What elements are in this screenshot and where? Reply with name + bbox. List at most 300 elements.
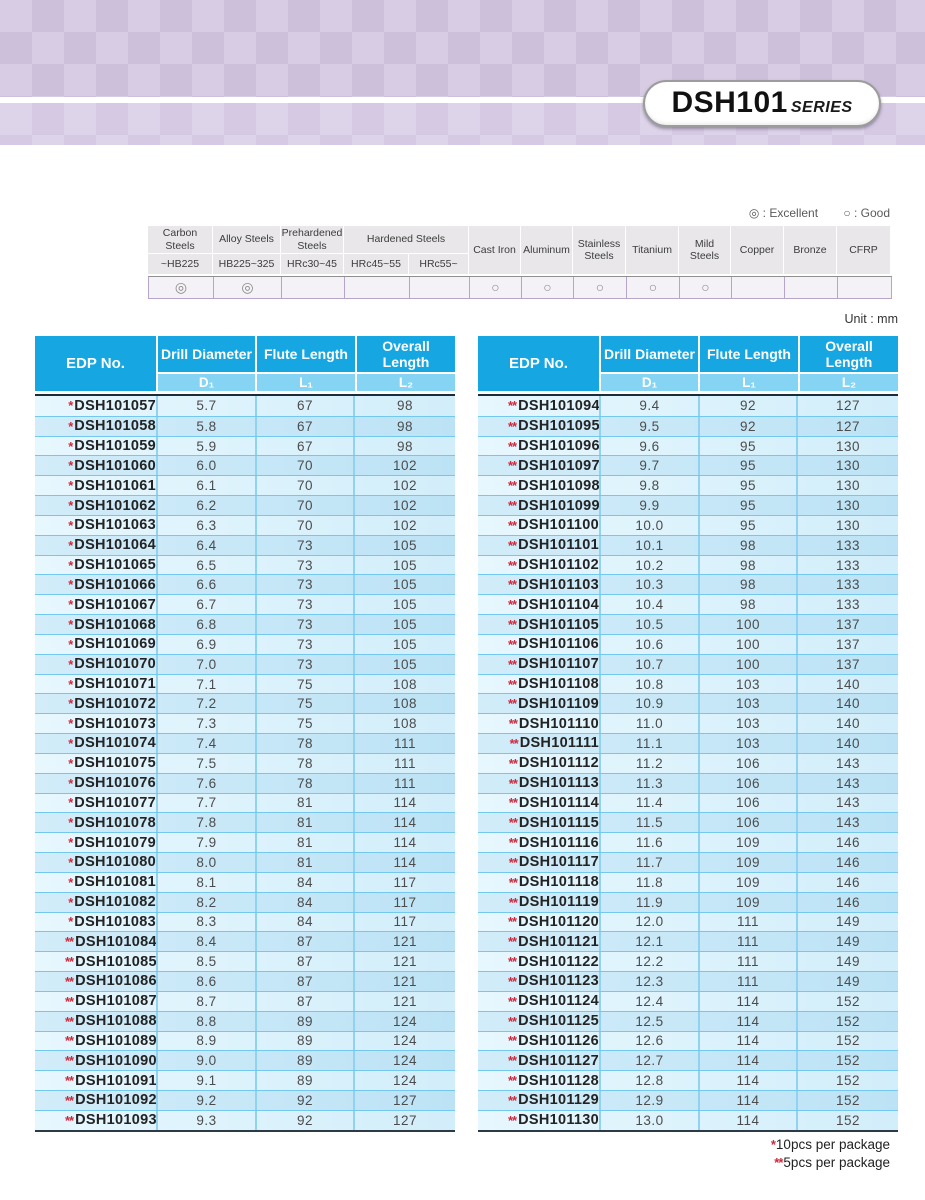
edp-cell — [35, 1012, 156, 1031]
package-star: * — [68, 676, 73, 692]
diameter-cell: 12.1 — [599, 932, 698, 951]
flute-length-cell: 70 — [255, 496, 353, 515]
overall-length-cell: 98 — [353, 437, 455, 456]
diameter-cell: 8.2 — [156, 893, 255, 912]
edp-number: DSH101092 — [75, 1092, 157, 1109]
diameter-cell: 8.3 — [156, 913, 255, 932]
edp-cell — [35, 516, 156, 535]
flute-length-cell: 73 — [255, 575, 353, 594]
table-row — [478, 733, 898, 753]
table-row — [478, 1090, 898, 1110]
table-row — [478, 912, 898, 932]
edp-cell — [35, 1032, 156, 1051]
col-header-flute-length: Flute Length — [700, 336, 798, 372]
flute-length-cell: 73 — [255, 615, 353, 634]
edp-cell — [478, 516, 599, 535]
edp-number: DSH101103 — [518, 576, 600, 593]
edp-number: DSH101063 — [74, 517, 156, 534]
diameter-cell: 6.8 — [156, 615, 255, 634]
flute-length-cell: 114 — [698, 1051, 796, 1070]
footnote-5pcs-text: 5pcs per package — [783, 1155, 890, 1170]
flute-length-cell: 67 — [255, 437, 353, 456]
diameter-cell: 11.2 — [599, 754, 698, 773]
rating-stainless-steels: ○ — [574, 277, 626, 298]
flute-length-cell: 95 — [698, 496, 796, 515]
table-row — [35, 535, 455, 555]
flute-length-cell: 87 — [255, 972, 353, 991]
flute-length-cell: 73 — [255, 536, 353, 555]
edp-number: DSH101114 — [518, 794, 599, 811]
package-star: ** — [65, 993, 74, 1009]
edp-number: DSH101116 — [518, 834, 599, 851]
package-star: ** — [65, 1033, 74, 1049]
flute-length-cell: 75 — [255, 694, 353, 713]
rating-carbon-steels: ◎ — [149, 277, 213, 298]
edp-number: DSH101085 — [75, 953, 157, 970]
package-star: ** — [508, 537, 517, 553]
edp-cell — [478, 417, 599, 436]
overall-length-cell: 130 — [796, 456, 898, 475]
overall-length-cell: 102 — [353, 516, 455, 535]
table-row — [35, 654, 455, 674]
package-star: * — [68, 854, 73, 870]
rating-cast-iron: ○ — [470, 277, 521, 298]
rating-mild-steels: ○ — [680, 277, 731, 298]
package-star: * — [68, 577, 73, 593]
series-name: DSH101 — [671, 86, 788, 119]
flute-length-cell: 106 — [698, 754, 796, 773]
overall-length-cell: 133 — [796, 536, 898, 555]
package-star: ** — [508, 517, 517, 533]
diameter-cell: 8.1 — [156, 873, 255, 892]
edp-number: DSH101077 — [74, 794, 156, 811]
edp-number: DSH101109 — [518, 695, 600, 712]
edp-number: DSH101122 — [518, 953, 600, 970]
package-star: * — [68, 438, 73, 454]
diameter-cell: 8.8 — [156, 1012, 255, 1031]
edp-number: DSH101079 — [74, 834, 156, 851]
package-star: ** — [508, 1073, 517, 1089]
rating-prehardened-steels — [282, 277, 344, 298]
package-star: * — [68, 815, 73, 831]
edp-cell — [35, 734, 156, 753]
edp-number: DSH101129 — [518, 1092, 600, 1109]
edp-number: DSH101124 — [518, 993, 600, 1010]
table-row — [478, 674, 898, 694]
table-row — [35, 416, 455, 436]
edp-number: DSH101105 — [518, 616, 600, 633]
flute-length-cell: 111 — [698, 952, 796, 971]
flute-length-cell: 114 — [698, 1091, 796, 1110]
edp-cell — [478, 992, 599, 1011]
edp-cell — [35, 635, 156, 654]
edp-number: DSH101076 — [74, 775, 156, 792]
package-star: * — [68, 795, 73, 811]
overall-length-cell: 140 — [796, 734, 898, 753]
drill-table-header — [478, 336, 898, 391]
material-cfrp: CFRP — [837, 226, 890, 274]
flute-length-cell: 92 — [698, 417, 796, 436]
overall-length-cell: 111 — [353, 774, 455, 793]
overall-length-cell: 124 — [353, 1051, 455, 1070]
package-star: ** — [508, 775, 517, 791]
edp-number: DSH101094 — [518, 397, 600, 414]
edp-number: DSH101086 — [75, 973, 157, 990]
col-header-overall-length: Overall Length — [357, 336, 455, 372]
overall-length-cell: 130 — [796, 437, 898, 456]
edp-cell — [478, 893, 599, 912]
edp-cell — [35, 437, 156, 456]
flute-length-cell: 114 — [698, 992, 796, 1011]
table-row — [35, 475, 455, 495]
package-star: ** — [508, 914, 517, 930]
col-subheader-d1: D₁ — [158, 374, 255, 391]
flute-length-cell: 81 — [255, 813, 353, 832]
edp-cell — [35, 813, 156, 832]
overall-length-cell: 149 — [796, 952, 898, 971]
package-star: ** — [508, 854, 517, 870]
flute-length-cell: 81 — [255, 833, 353, 852]
edp-cell — [35, 913, 156, 932]
package-star: * — [68, 874, 73, 890]
package-star: * — [68, 775, 73, 791]
package-star: ** — [508, 934, 517, 950]
table-row — [35, 1011, 455, 1031]
table-row — [478, 852, 898, 872]
overall-length-cell: 108 — [353, 714, 455, 733]
footnote-5pcs — [771, 1154, 890, 1172]
edp-cell — [478, 774, 599, 793]
material-aluminum: Aluminum — [521, 226, 572, 274]
edp-cell — [478, 833, 599, 852]
flute-length-cell: 111 — [698, 972, 796, 991]
overall-length-cell: 108 — [353, 694, 455, 713]
diameter-cell: 9.7 — [599, 456, 698, 475]
overall-length-cell: 127 — [353, 1111, 455, 1130]
table-row — [478, 793, 898, 813]
table-row — [35, 1070, 455, 1090]
package-star: * — [68, 755, 73, 771]
edp-cell — [478, 972, 599, 991]
overall-length-cell: 137 — [796, 635, 898, 654]
table-row — [35, 931, 455, 951]
overall-length-cell: 127 — [796, 417, 898, 436]
edp-number: DSH101099 — [518, 497, 600, 514]
flute-length-cell: 98 — [698, 536, 796, 555]
flute-length-cell: 81 — [255, 794, 353, 813]
table-row — [35, 495, 455, 515]
diameter-cell: 12.4 — [599, 992, 698, 1011]
flute-length-cell: 109 — [698, 853, 796, 872]
drill-table-right — [478, 336, 898, 1132]
edp-number: DSH101106 — [518, 636, 600, 653]
overall-length-cell: 137 — [796, 655, 898, 674]
edp-cell — [35, 615, 156, 634]
diameter-cell: 9.8 — [599, 476, 698, 495]
hardness-range-hrc45-55: HRc45~55 — [344, 254, 408, 274]
package-star: ** — [508, 478, 517, 494]
table-row — [35, 912, 455, 932]
edp-cell — [35, 774, 156, 793]
overall-length-cell: 105 — [353, 595, 455, 614]
package-star: ** — [65, 1092, 74, 1108]
overall-length-cell: 114 — [353, 853, 455, 872]
diameter-cell: 10.7 — [599, 655, 698, 674]
package-star: * — [68, 656, 73, 672]
overall-length-cell: 127 — [796, 396, 898, 416]
edp-cell — [478, 1051, 599, 1070]
edp-number: DSH101064 — [74, 537, 156, 554]
flute-length-cell: 109 — [698, 893, 796, 912]
col-subheader-l2: L₂ — [800, 374, 898, 391]
overall-length-cell: 105 — [353, 655, 455, 674]
edp-number: DSH101088 — [75, 1013, 157, 1030]
drill-rows-left — [35, 396, 455, 1130]
flute-length-cell: 111 — [698, 913, 796, 932]
flute-length-cell: 92 — [255, 1091, 353, 1110]
table-row — [478, 1110, 898, 1130]
diameter-cell: 13.0 — [599, 1111, 698, 1130]
col-subheader-l1: L₁ — [700, 374, 798, 391]
flute-length-cell: 87 — [255, 992, 353, 1011]
edp-cell — [478, 456, 599, 475]
package-star: ** — [508, 1053, 517, 1069]
overall-length-cell: 152 — [796, 1071, 898, 1090]
edp-number: DSH101072 — [74, 695, 156, 712]
table-row — [478, 931, 898, 951]
edp-cell — [478, 1111, 599, 1130]
diameter-cell: 10.6 — [599, 635, 698, 654]
table-row — [478, 832, 898, 852]
package-star: ** — [508, 557, 517, 573]
package-star: ** — [65, 1073, 74, 1089]
material-hardened-steels: Hardened Steels — [344, 226, 468, 253]
edp-cell — [478, 813, 599, 832]
edp-number: DSH101061 — [74, 477, 156, 494]
flute-length-cell: 84 — [255, 873, 353, 892]
overall-length-cell: 121 — [353, 932, 455, 951]
overall-length-cell: 114 — [353, 794, 455, 813]
table-row — [478, 773, 898, 793]
diameter-cell: 12.9 — [599, 1091, 698, 1110]
edp-number: DSH101068 — [74, 616, 156, 633]
edp-number: DSH101125 — [518, 1013, 600, 1030]
table-row — [478, 594, 898, 614]
edp-cell — [35, 873, 156, 892]
package-star: ** — [65, 934, 74, 950]
diameter-cell: 7.2 — [156, 694, 255, 713]
edp-cell — [478, 635, 599, 654]
diameter-cell: 9.4 — [599, 396, 698, 416]
edp-cell — [478, 734, 599, 753]
table-row — [35, 793, 455, 813]
table-row — [35, 594, 455, 614]
diameter-cell: 10.1 — [599, 536, 698, 555]
edp-number: DSH101082 — [74, 894, 156, 911]
overall-length-cell: 117 — [353, 913, 455, 932]
package-star: * — [68, 835, 73, 851]
overall-length-cell: 152 — [796, 1012, 898, 1031]
package-star: ** — [508, 577, 517, 593]
edp-number: DSH101091 — [75, 1072, 157, 1089]
package-star: * — [68, 478, 73, 494]
overall-length-cell: 152 — [796, 1032, 898, 1051]
diameter-cell: 9.1 — [156, 1071, 255, 1090]
edp-number: DSH101087 — [75, 993, 157, 1010]
rating-bronze — [785, 277, 837, 298]
unit-label: Unit : mm — [844, 312, 898, 326]
diameter-cell: 11.1 — [599, 734, 698, 753]
package-star: ** — [508, 815, 517, 831]
flute-length-cell: 100 — [698, 615, 796, 634]
diameter-cell: 11.4 — [599, 794, 698, 813]
flute-length-cell: 100 — [698, 655, 796, 674]
material-bronze: Bronze — [784, 226, 836, 274]
table-row — [478, 753, 898, 773]
package-star: * — [68, 894, 73, 910]
diameter-cell: 8.5 — [156, 952, 255, 971]
diameter-cell: 12.5 — [599, 1012, 698, 1031]
overall-length-cell: 152 — [796, 1111, 898, 1130]
package-star: ** — [508, 418, 517, 434]
table-row — [478, 971, 898, 991]
legend-good: ○ : Good — [843, 206, 890, 220]
edp-cell — [478, 536, 599, 555]
table-row — [478, 991, 898, 1011]
diameter-cell: 6.6 — [156, 575, 255, 594]
overall-length-cell: 152 — [796, 992, 898, 1011]
table-row — [35, 991, 455, 1011]
overall-length-cell: 133 — [796, 575, 898, 594]
package-star: ** — [508, 636, 517, 652]
table-row — [478, 535, 898, 555]
edp-cell — [478, 675, 599, 694]
table-row — [478, 614, 898, 634]
edp-cell — [35, 655, 156, 674]
package-star: ** — [508, 1013, 517, 1029]
package-star: ** — [509, 735, 518, 751]
edp-number: DSH101119 — [518, 894, 599, 911]
edp-number: DSH101089 — [75, 1032, 157, 1049]
package-star: ** — [508, 1033, 517, 1049]
edp-cell — [35, 754, 156, 773]
overall-length-cell: 127 — [353, 1091, 455, 1110]
diameter-cell: 9.0 — [156, 1051, 255, 1070]
diameter-cell: 11.6 — [599, 833, 698, 852]
edp-number: DSH101095 — [518, 418, 600, 435]
rating-aluminum: ○ — [522, 277, 573, 298]
edp-number: DSH101107 — [518, 656, 600, 673]
edp-number: DSH101074 — [74, 735, 156, 752]
diameter-cell: 10.2 — [599, 556, 698, 575]
edp-number: DSH101120 — [518, 913, 600, 930]
table-row — [478, 713, 898, 733]
flute-length-cell: 95 — [698, 456, 796, 475]
flute-length-cell: 84 — [255, 893, 353, 912]
diameter-cell: 12.0 — [599, 913, 698, 932]
diameter-cell: 8.7 — [156, 992, 255, 1011]
table-row — [35, 733, 455, 753]
overall-length-cell: 111 — [353, 734, 455, 753]
table-row — [35, 753, 455, 773]
package-star: ** — [508, 498, 517, 514]
edp-number: DSH101066 — [74, 576, 156, 593]
edp-cell — [35, 694, 156, 713]
flute-length-cell: 109 — [698, 873, 796, 892]
flute-length-cell: 92 — [698, 396, 796, 416]
package-star: ** — [65, 1013, 74, 1029]
edp-cell — [35, 893, 156, 912]
overall-length-cell: 143 — [796, 754, 898, 773]
overall-length-cell: 124 — [353, 1012, 455, 1031]
package-star: ** — [65, 1112, 74, 1128]
diameter-cell: 7.4 — [156, 734, 255, 753]
edp-cell — [478, 575, 599, 594]
overall-length-cell: 117 — [353, 873, 455, 892]
edp-cell — [35, 575, 156, 594]
edp-cell — [478, 853, 599, 872]
package-star: ** — [508, 1112, 517, 1128]
diameter-cell: 12.3 — [599, 972, 698, 991]
table-bottom-border — [478, 1130, 898, 1132]
flute-length-cell: 70 — [255, 516, 353, 535]
edp-cell — [478, 496, 599, 515]
material-cast-iron: Cast Iron — [469, 226, 520, 274]
edp-cell — [35, 992, 156, 1011]
package-star: ** — [508, 458, 517, 474]
flute-length-cell: 98 — [698, 575, 796, 594]
package-star: * — [68, 537, 73, 553]
overall-length-cell: 140 — [796, 675, 898, 694]
diameter-cell: 12.2 — [599, 952, 698, 971]
diameter-cell: 9.3 — [156, 1111, 255, 1130]
flute-length-cell: 103 — [698, 694, 796, 713]
table-row — [35, 455, 455, 475]
flute-length-cell: 75 — [255, 675, 353, 694]
package-star: ** — [508, 795, 517, 811]
edp-cell — [478, 615, 599, 634]
package-star: * — [68, 517, 73, 533]
flute-length-cell: 75 — [255, 714, 353, 733]
table-row — [478, 951, 898, 971]
flute-length-cell: 70 — [255, 476, 353, 495]
table-row — [478, 396, 898, 416]
footnote-10pcs — [771, 1136, 890, 1154]
edp-number: DSH101127 — [518, 1052, 600, 1069]
overall-length-cell: 146 — [796, 833, 898, 852]
table-row — [35, 396, 455, 416]
package-star: * — [68, 716, 73, 732]
flute-length-cell: 95 — [698, 476, 796, 495]
edp-number: DSH101075 — [74, 755, 156, 772]
table-row — [35, 693, 455, 713]
edp-number: DSH101070 — [74, 656, 156, 673]
edp-number: DSH101090 — [75, 1052, 157, 1069]
flute-length-cell: 111 — [698, 932, 796, 951]
hardness-range-hb225-325: HB225~325 — [213, 254, 280, 274]
diameter-cell: 10.9 — [599, 694, 698, 713]
edp-number: DSH101081 — [74, 874, 156, 891]
overall-length-cell: 137 — [796, 615, 898, 634]
material-copper: Copper — [731, 226, 783, 274]
overall-length-cell: 152 — [796, 1091, 898, 1110]
diameter-cell: 9.6 — [599, 437, 698, 456]
material-table-header — [148, 226, 890, 274]
diameter-cell: 11.0 — [599, 714, 698, 733]
edp-cell — [35, 1071, 156, 1090]
table-row — [35, 515, 455, 535]
overall-length-cell: 124 — [353, 1032, 455, 1051]
